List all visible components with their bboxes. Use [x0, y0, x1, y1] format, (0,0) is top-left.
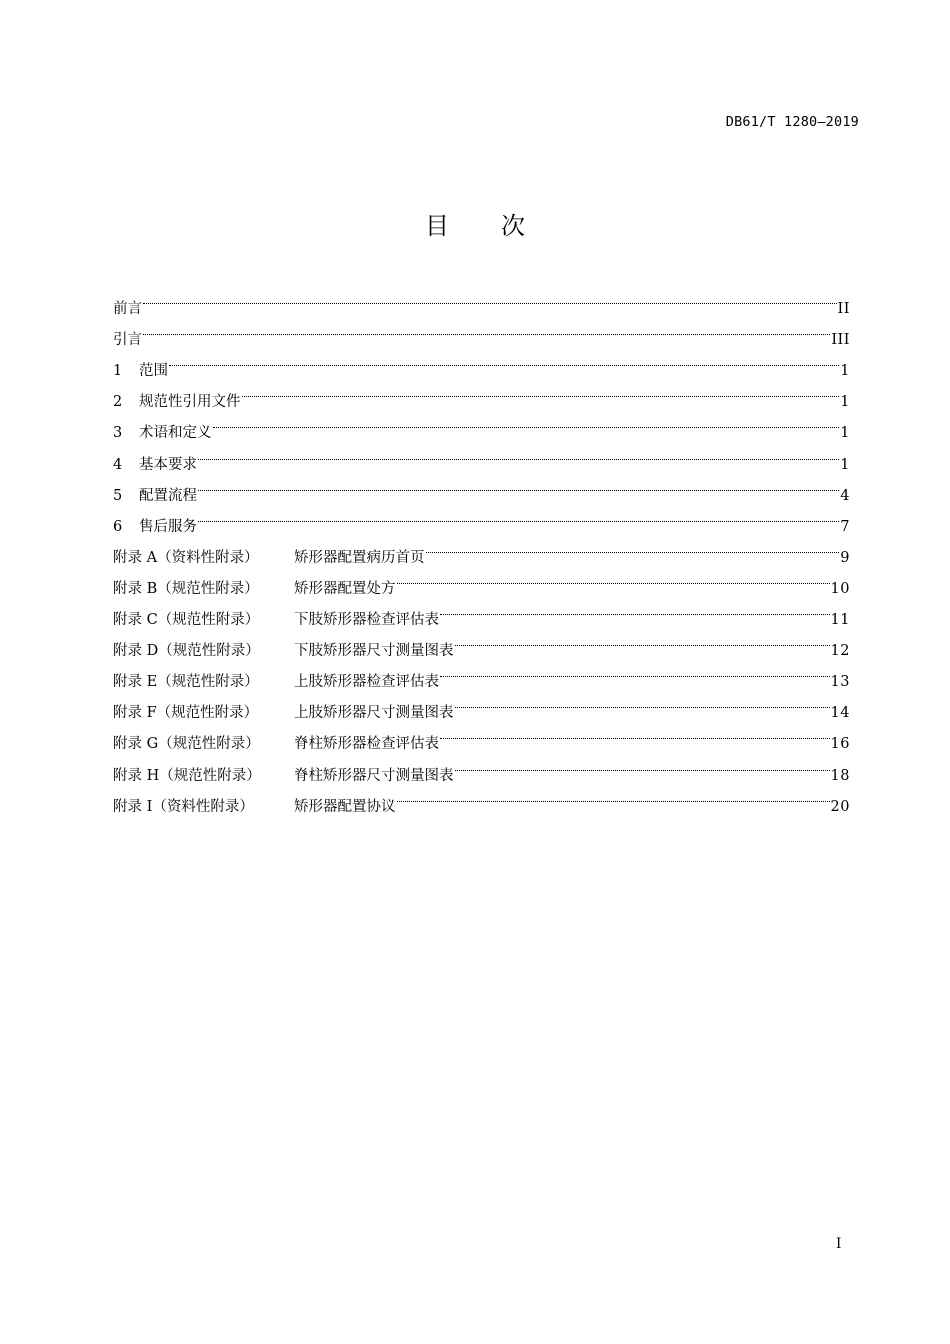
toc-title: 目次 [425, 212, 577, 240]
toc-entry-label: 附录 E（规范性附录） 上肢矫形器检查评估表 [113, 667, 439, 698]
toc-entry-label: 附录 B（规范性附录） 矫形器配置处方 [113, 574, 396, 605]
dot-leader [440, 717, 830, 748]
toc-entry-label: 前言 [113, 301, 142, 318]
section-number: 4 [113, 456, 123, 473]
toc-entry-page: 1 [840, 425, 850, 442]
toc-entry-page: 14 [830, 705, 850, 722]
dot-leader [397, 780, 830, 811]
toc-entry-section-5[interactable] [113, 469, 850, 504]
table-of-contents [113, 282, 850, 815]
dot-leader [143, 282, 837, 313]
toc-entry-annex-a[interactable] [113, 531, 850, 566]
toc-entry-page: 1 [840, 456, 850, 473]
toc-entry-label: 2 规范性引用文件 [113, 387, 241, 418]
toc-entry-section-3[interactable] [113, 406, 850, 442]
dot-leader [440, 655, 830, 686]
dot-leader [455, 624, 830, 655]
toc-entry-foreword[interactable] [113, 282, 850, 318]
toc-entry-page: III [831, 332, 850, 349]
dot-leader [198, 500, 839, 531]
annex-designation: 附录 E（规范性附录） [113, 674, 259, 691]
toc-entry-page: II [837, 301, 850, 318]
annex-designation: 附录 C（规范性附录） [113, 612, 260, 629]
toc-entry-label: 附录 G（规范性附录） 脊柱矫形器检查评估表 [113, 729, 439, 760]
section-number: 1 [113, 363, 123, 380]
toc-entry-page: 10 [830, 580, 850, 597]
toc-entry-label: 附录 D（规范性附录） 下肢矫形器尺寸测量图表 [113, 636, 454, 667]
toc-entry-label: 引言 [113, 332, 142, 349]
toc-entry-label: 3 术语和定义 [113, 418, 212, 449]
section-number: 6 [113, 518, 123, 535]
toc-entry-introduction[interactable] [113, 313, 850, 349]
toc-entry-page: 9 [840, 549, 850, 566]
dot-leader [198, 437, 839, 468]
toc-entry-page: 1 [840, 363, 850, 380]
toc-entry-label: 4 基本要求 [113, 450, 197, 481]
dot-leader [198, 469, 839, 500]
toc-entry-page: 13 [830, 674, 850, 691]
toc-entry-page: 11 [830, 612, 850, 629]
toc-entry-label: 附录 H（规范性附录） 脊柱矫形器尺寸测量图表 [113, 761, 454, 792]
section-number: 5 [113, 487, 123, 504]
annex-designation: 附录 F（规范性附录） [113, 705, 259, 722]
toc-entry-page: 18 [830, 767, 850, 784]
toc-entry-section-6[interactable] [113, 500, 850, 535]
dot-leader [242, 375, 840, 406]
toc-entry-section-2[interactable] [113, 375, 850, 411]
document-code: DB61/T 1280—2019 [725, 114, 859, 130]
dot-leader [440, 593, 830, 624]
toc-entry-page: 4 [840, 487, 850, 504]
toc-entry-page: 12 [830, 643, 850, 660]
page-number: I [836, 1236, 842, 1252]
toc-entry-page: 20 [830, 798, 850, 815]
toc-entry-label: 附录 A（资料性附录） 矫形器配置病历首页 [113, 543, 425, 574]
toc-entry-label: 附录 I（资料性附录） 矫形器配置协议 [113, 792, 396, 823]
section-number: 3 [113, 425, 123, 442]
dot-leader [397, 562, 830, 593]
toc-entry-label: 5 配置流程 [113, 481, 197, 512]
toc-entry-page: 1 [840, 394, 850, 411]
section-number: 2 [113, 394, 123, 411]
toc-entry-label: 附录 F（规范性附录） 上肢矫形器尺寸测量图表 [113, 698, 454, 729]
toc-entry-label: 附录 C（规范性附录） 下肢矫形器检查评估表 [113, 605, 439, 636]
toc-entry-section-4[interactable] [113, 437, 850, 473]
dot-leader [455, 748, 830, 779]
dot-leader [213, 406, 840, 437]
annex-designation: 附录 I（资料性附录） [113, 798, 254, 815]
toc-entry-page: 7 [840, 518, 850, 535]
annex-designation: 附录 G（规范性附录） [113, 736, 260, 753]
annex-designation: 附录 H（规范性附录） [113, 767, 261, 784]
annex-designation: 附录 D（规范性附录） [113, 643, 260, 660]
toc-entry-section-1[interactable] [113, 344, 850, 380]
toc-entry-label: 6 售后服务 [113, 512, 197, 543]
toc-entry-label: 1 范围 [113, 356, 168, 387]
annex-designation: 附录 B（规范性附录） [113, 580, 259, 597]
dot-leader [143, 313, 830, 344]
dot-leader [426, 531, 840, 562]
annex-designation: 附录 A（资料性附录） [113, 549, 259, 566]
dot-leader [169, 344, 839, 375]
toc-entry-page: 16 [830, 736, 850, 753]
dot-leader [455, 686, 830, 717]
